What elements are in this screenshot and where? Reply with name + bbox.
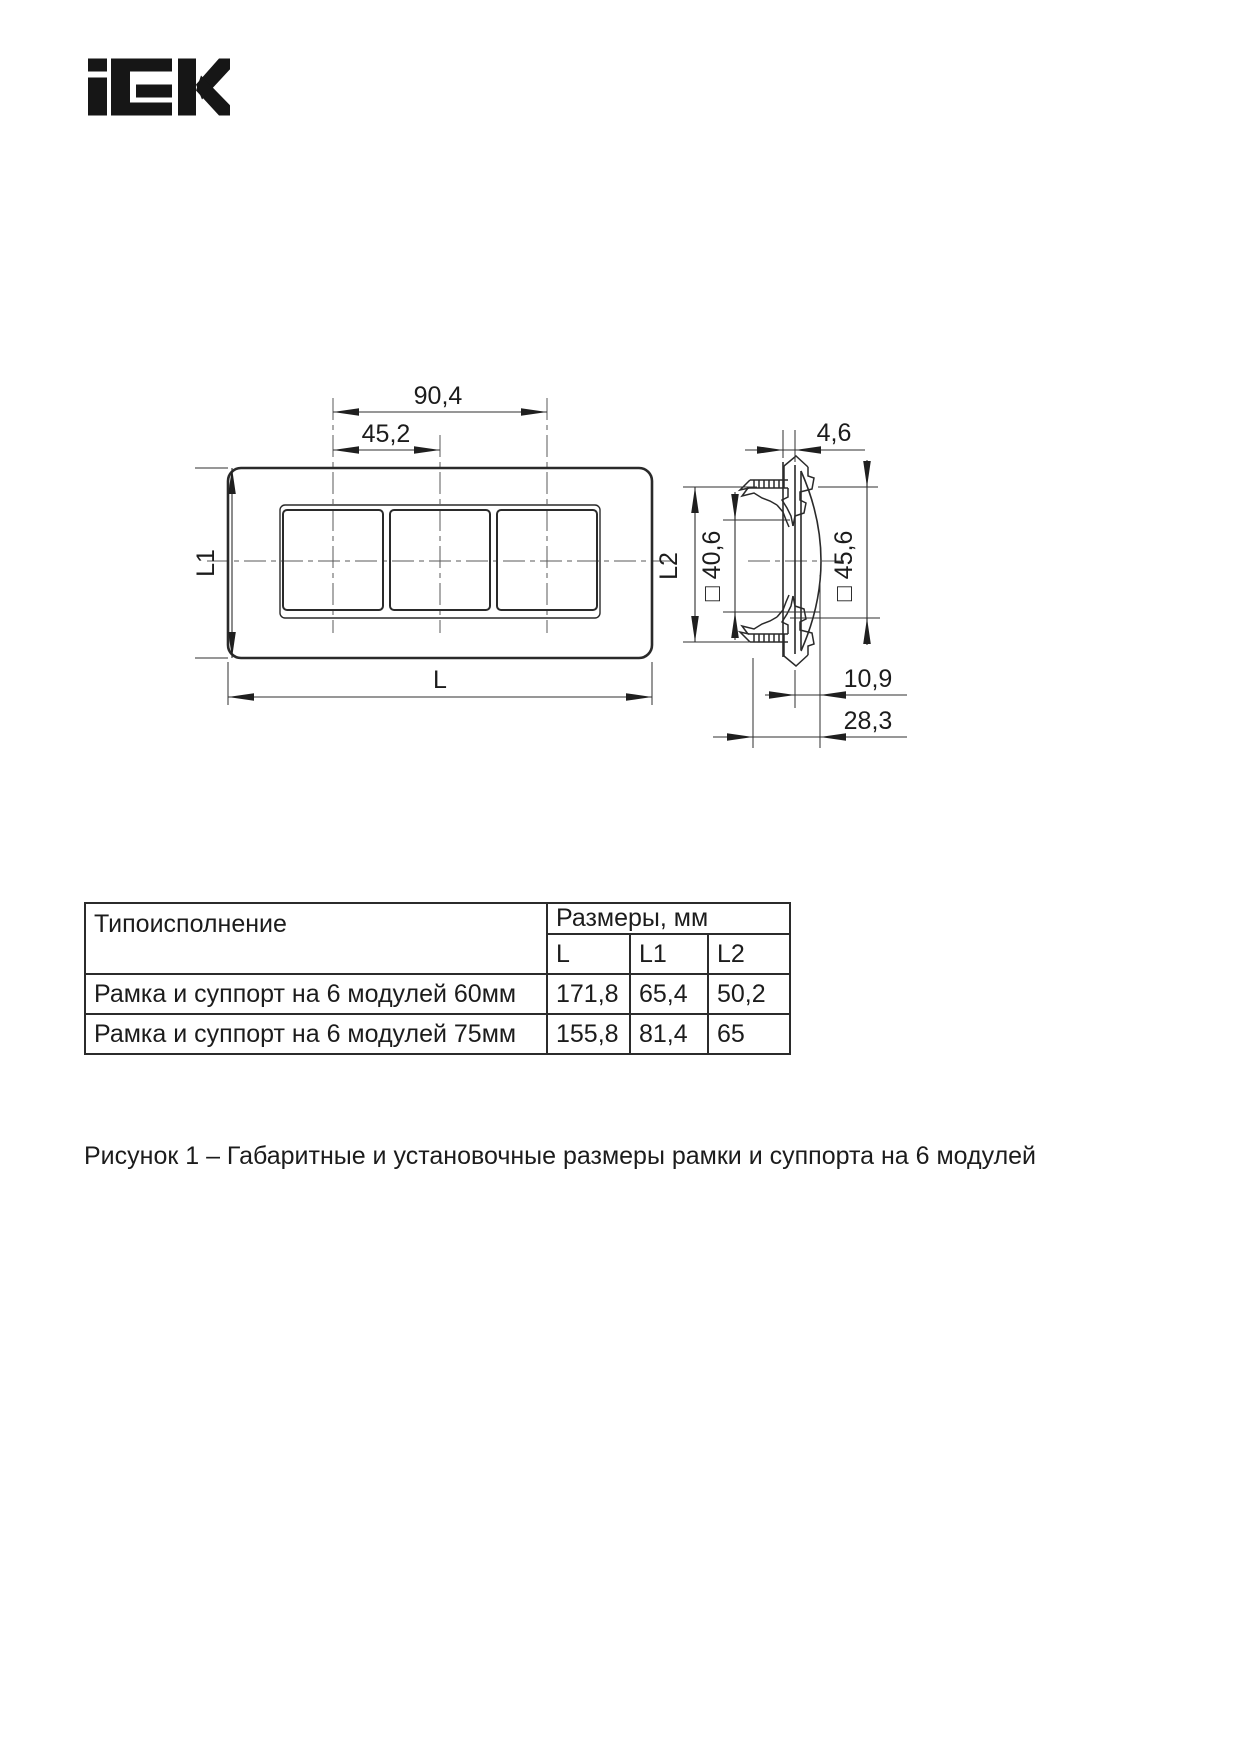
logo-i-stem [88, 78, 107, 116]
logo-e-mid [136, 85, 172, 98]
dim-label-l2: L2 [655, 552, 683, 580]
side-view [655, 419, 907, 748]
mounting-claw-bottom [740, 595, 814, 666]
row-l-value: 171,8 [547, 974, 630, 1014]
row-l1-value: 65,4 [630, 974, 708, 1014]
iek-logo [88, 58, 230, 116]
dim-label-l1: L1 [192, 549, 220, 577]
figure-caption: Рисунок 1 – Габаритные и установочные размеры рамки и суппорта на 6 модулей [84, 1142, 1037, 1170]
row-type: Рамка и суппорт на 6 модулей 75мм [85, 1014, 547, 1054]
mounting-claw-top [740, 456, 814, 527]
row-l2-value: 65 [708, 1014, 790, 1054]
dim-label-40-6: □ 40,6 [698, 530, 726, 602]
dim-label-28-3: 28,3 [843, 707, 893, 735]
header-sizes: Размеры, мм [547, 903, 790, 934]
header-type: Типоисполнение [85, 903, 547, 974]
dim-label-10-9: 10,9 [843, 665, 893, 693]
logo-e-bottom [111, 103, 172, 116]
logo-k-stem [178, 59, 196, 116]
subheader-l1: L1 [630, 934, 708, 974]
dim-label-45-2: 45,2 [361, 420, 411, 448]
dimension-drawing [150, 340, 1000, 780]
dim-label-45-6: □ 45,6 [830, 530, 858, 602]
subheader-l2: L2 [708, 934, 790, 974]
dim-label-l: L [433, 666, 447, 694]
table-row [85, 1014, 790, 1054]
row-l2-value: 50,2 [708, 974, 790, 1014]
logo-i-dot [88, 59, 107, 72]
row-type: Рамка и суппорт на 6 модулей 60мм [85, 974, 547, 1014]
dim-label-90-4: 90,4 [413, 382, 463, 410]
subheader-l: L [547, 934, 630, 974]
table-row [85, 974, 790, 1014]
row-l-value: 155,8 [547, 1014, 630, 1054]
dimensions-table [84, 902, 791, 1055]
row-l1-value: 81,4 [630, 1014, 708, 1054]
front-view [192, 382, 673, 705]
dim-label-4-6: 4,6 [816, 419, 852, 447]
table-header-row [85, 903, 790, 934]
